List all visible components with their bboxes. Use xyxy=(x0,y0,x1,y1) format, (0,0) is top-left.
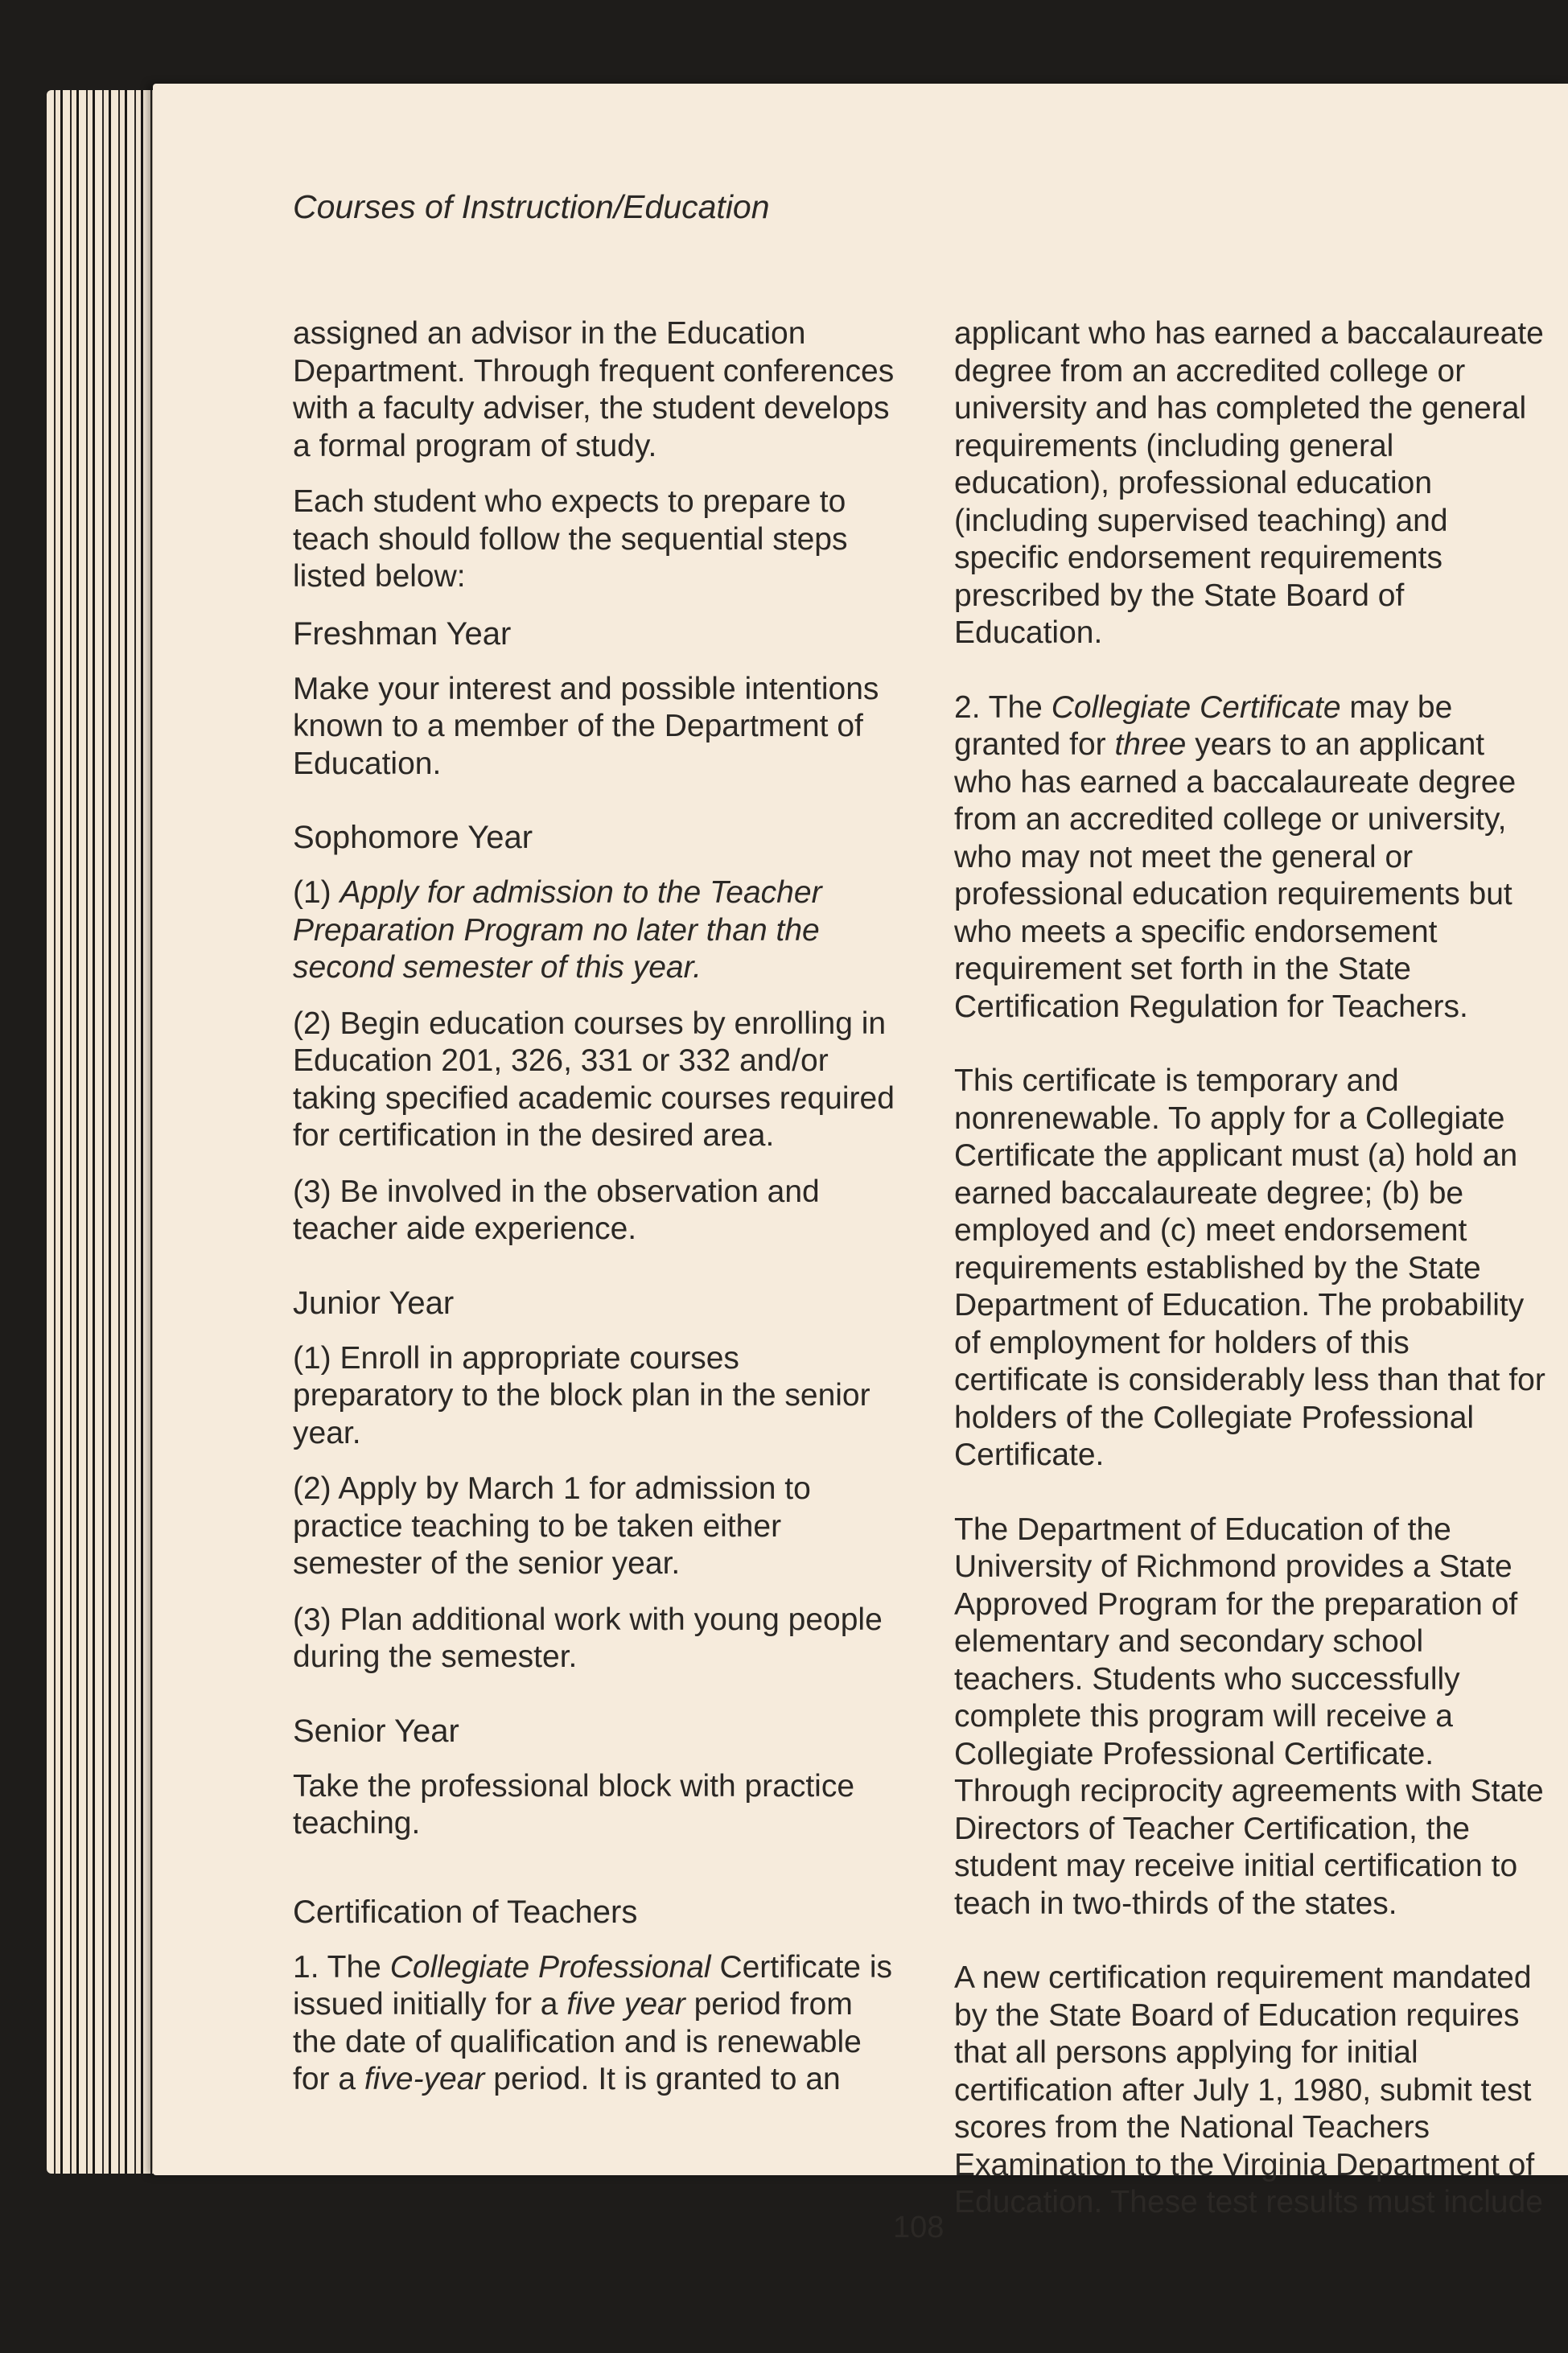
junior-heading: Junior Year xyxy=(293,1285,455,1321)
p2-collegiate-certificate: Collegiate Certificate xyxy=(1051,689,1341,725)
senior-text: Take the professional block with practice teaching. xyxy=(293,1768,855,1841)
cert-p1-five-year-hyphen: five-year xyxy=(364,2062,485,2096)
sophomore-item-3: (3) Be involved in the observation and teacher aide experience. xyxy=(293,1174,820,1246)
p2-part-c: may be granted for xyxy=(954,689,1453,762)
page-number: 108 xyxy=(893,2211,945,2244)
certification-heading: Certification of Teachers xyxy=(293,1894,638,1930)
sophomore-item-2: (2) Begin education courses by enrolling in Education 201, 326, 331 or 332 and/or taking specified academic courses required for certification in the desired area. xyxy=(293,1006,895,1153)
intro-paragraph-1: assigned an advisor in the Education Department. Through frequent conferences with a faculty adviser, the student develops a formal program of study. xyxy=(293,316,895,463)
right-paragraph-3: This certificate is temporary and nonrenewable. To apply for a Collegiate Certificate the applicant must (a) hold an earned baccalaureate degree; (b) be employed and (c) meet endorsement requirements established by the State Department of Education. The probability of employment for holders of this certificate is considerably less than that for holders of the Collegiate Professional Certificate. xyxy=(954,1063,1545,1472)
cert-p1-part-c: Certificate is issued initially for a xyxy=(293,1949,893,2022)
right-paragraph-2 xyxy=(954,689,1549,1026)
running-head: Courses of Instruction/Education xyxy=(293,188,770,225)
right-paragraph-1: applicant who has earned a baccalaureate degree from an accredited college or university and has completed the general requirements (including general education), professional education (including supervised teaching) and specific endorsement requirements prescribed by the State Board of Education. xyxy=(954,316,1544,650)
junior-item-2: (2) Apply by March 1 for admission to practice teaching to be taken either semester of the senior year. xyxy=(293,1471,811,1581)
right-column xyxy=(954,315,1549,2240)
sophomore-item-1 xyxy=(293,874,904,987)
cert-p1-part-g: period. It is granted to an xyxy=(484,2062,841,2096)
freshman-heading: Freshman Year xyxy=(293,615,512,652)
junior-item-3: (3) Plan additional work with young people during the semester. xyxy=(293,1602,883,1674)
cert-p1-collegiate-professional: Collegiate Professional xyxy=(389,1949,711,1985)
freshman-text: Make your interest and possible intentions known to a member of the Department of Education. xyxy=(293,671,879,781)
intro-paragraph-2: Each student who expects to prepare to teach should follow the sequential steps listed below: xyxy=(293,484,848,594)
p2-part-e: years to an applicant who has earned a baccalaureate degree from an accredited college or university, who may not meet the general or professional education requirements but who meets a specific endorsement requirement set forth in the State Certification Regulation for Teachers. xyxy=(954,727,1517,1024)
p2-three: three xyxy=(1114,727,1187,762)
p2-part-a: 2. The xyxy=(954,689,1052,725)
sophomore-item-1-number: (1) xyxy=(293,875,340,910)
cert-p1-part-e: period from the date of qualification and is renewable for a xyxy=(293,1987,862,2096)
right-paragraph-4: The Department of Education of the University of Richmond provides a State Approved Program for the preparation of elementary and secondary school teachers. Students who successfully complete this program will receive a Collegiate Professional Certificate. Through reciprocity agreements with State Directors of Teacher Certification, the student may receive initial certification to teach in two-thirds of the states. xyxy=(954,1512,1544,1921)
junior-item-1: (1) Enroll in appropriate courses preparatory to the block plan in the senior year. xyxy=(293,1340,870,1450)
certification-paragraph-1 xyxy=(293,1949,904,2099)
cert-p1-five-year: five year xyxy=(566,1987,685,2022)
right-paragraph-5: A new certification requirement mandated by the State Board of Education requires that all persons applying for initial certification after July 1, 1980, submit test scores from the National Teachers Examination to the Virginia Department of Education. These test results must include xyxy=(954,1960,1543,2219)
cert-p1-part-a: 1. The xyxy=(293,1949,390,1985)
left-column xyxy=(293,315,904,2117)
sophomore-item-1-text: Apply for admission to the Teacher Preparation Program no later than the second semester of this year. xyxy=(293,875,822,985)
sophomore-heading: Sophomore Year xyxy=(293,820,533,855)
senior-heading: Senior Year xyxy=(293,1713,459,1749)
